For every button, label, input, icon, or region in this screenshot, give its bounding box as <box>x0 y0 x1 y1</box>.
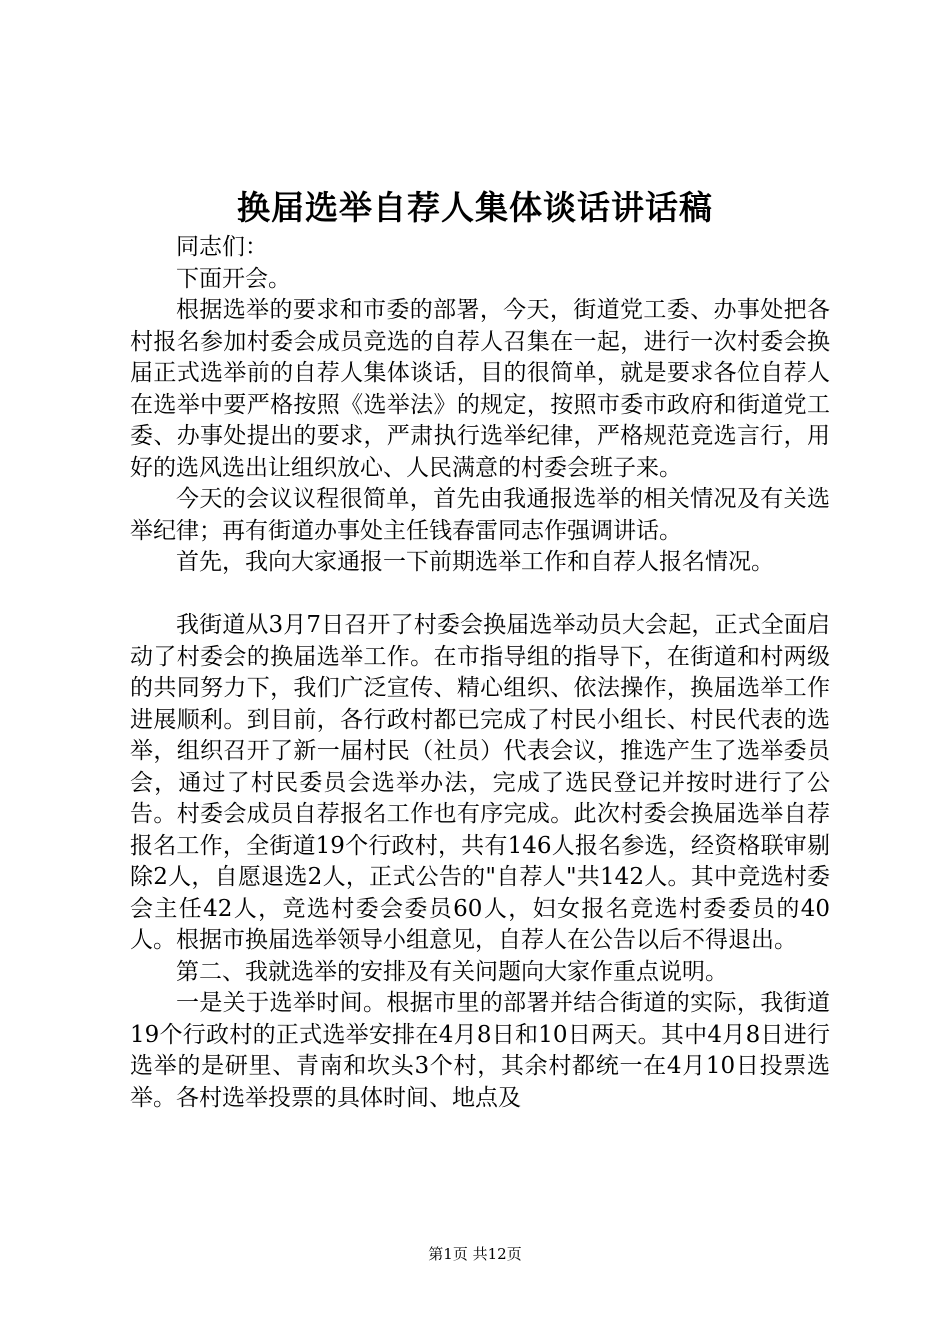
paragraph-report-intro: 首先，我向大家通报一下前期选举工作和自荐人报名情况。 <box>176 549 774 575</box>
document-title: 换届选举自荐人集体谈话讲话稿 <box>237 188 713 227</box>
paragraph-greeting: 同志们： <box>176 234 268 260</box>
paragraph-agenda: 今天的会议议程很简单，首先由我通报选举的相关情况及有关选举纪律；再有街道办事处主任钱春雷同志作强调讲话。 <box>130 486 830 544</box>
paragraph-section-two: 第二、我就选举的安排及有关问题向大家作重点说明。 <box>176 958 728 985</box>
paragraph-spacer <box>130 579 830 611</box>
paragraph-opening: 下面开会。 <box>176 265 291 292</box>
page-number-footer: 第1页 共12页 <box>428 1245 522 1263</box>
paragraph-purpose: 根据选举的要求和市委的部署，今天，街道党工委、办事处把各村报名参加村委会成员竞选的自荐人召集在一起，进行一次村委会换届正式选举前的自荐人集体谈话，目的很简单，就是要求各位自荐人在选举中要严格按照《选举法》的规定，按照市委市政府和街道党工委、办事处提出的要求，严肃执行选举纪律，严格规范竞选言行，用好的选风选出让组织放心、人民满意的村委会班子来。 <box>130 297 830 481</box>
paragraph-progress: 我街道从3月7日召开了村委会换届选举动员大会起，正式全面启动了村委会的换届选举工作。在市指导组的指导下，在街道和村两级的共同努力下，我们广泛宣传、精心组织、依法操作，换届选举工作进展顺利。到目前，各行政村都已完成了村民小组长、村民代表的选举，组织召开了新一届村民（社员）代表会议，推选产生了选举委员会，通过了村民委员会选举办法，完成了选民登记并按时进行了公告。村委会成员自荐报名工作也有序完成。此次村委会换届选举自荐报名工作，全街道19个行政村，共有146人报名参选，经资格联审剔除2人，自愿退选2人，正式公告的"自荐人"共142人。其中竞选村委会主任42人，竞选村委会委员60人，妇女报名竞选村委委员的40人。根据市换届选举领导小组意见，自荐人在公告以后不得退出。 <box>130 612 830 953</box>
document-body <box>130 232 830 1114</box>
paragraph-election-time: 一是关于选举时间。根据市里的部署并结合街道的实际，我街道19个行政村的正式选举安排在4月8日和10日两天。其中4月8日进行选举的是研里、青南和坎头3个村，其余村都统一在4月10日投票选举。各村选举投票的具体时间、地点及 <box>130 990 830 1111</box>
